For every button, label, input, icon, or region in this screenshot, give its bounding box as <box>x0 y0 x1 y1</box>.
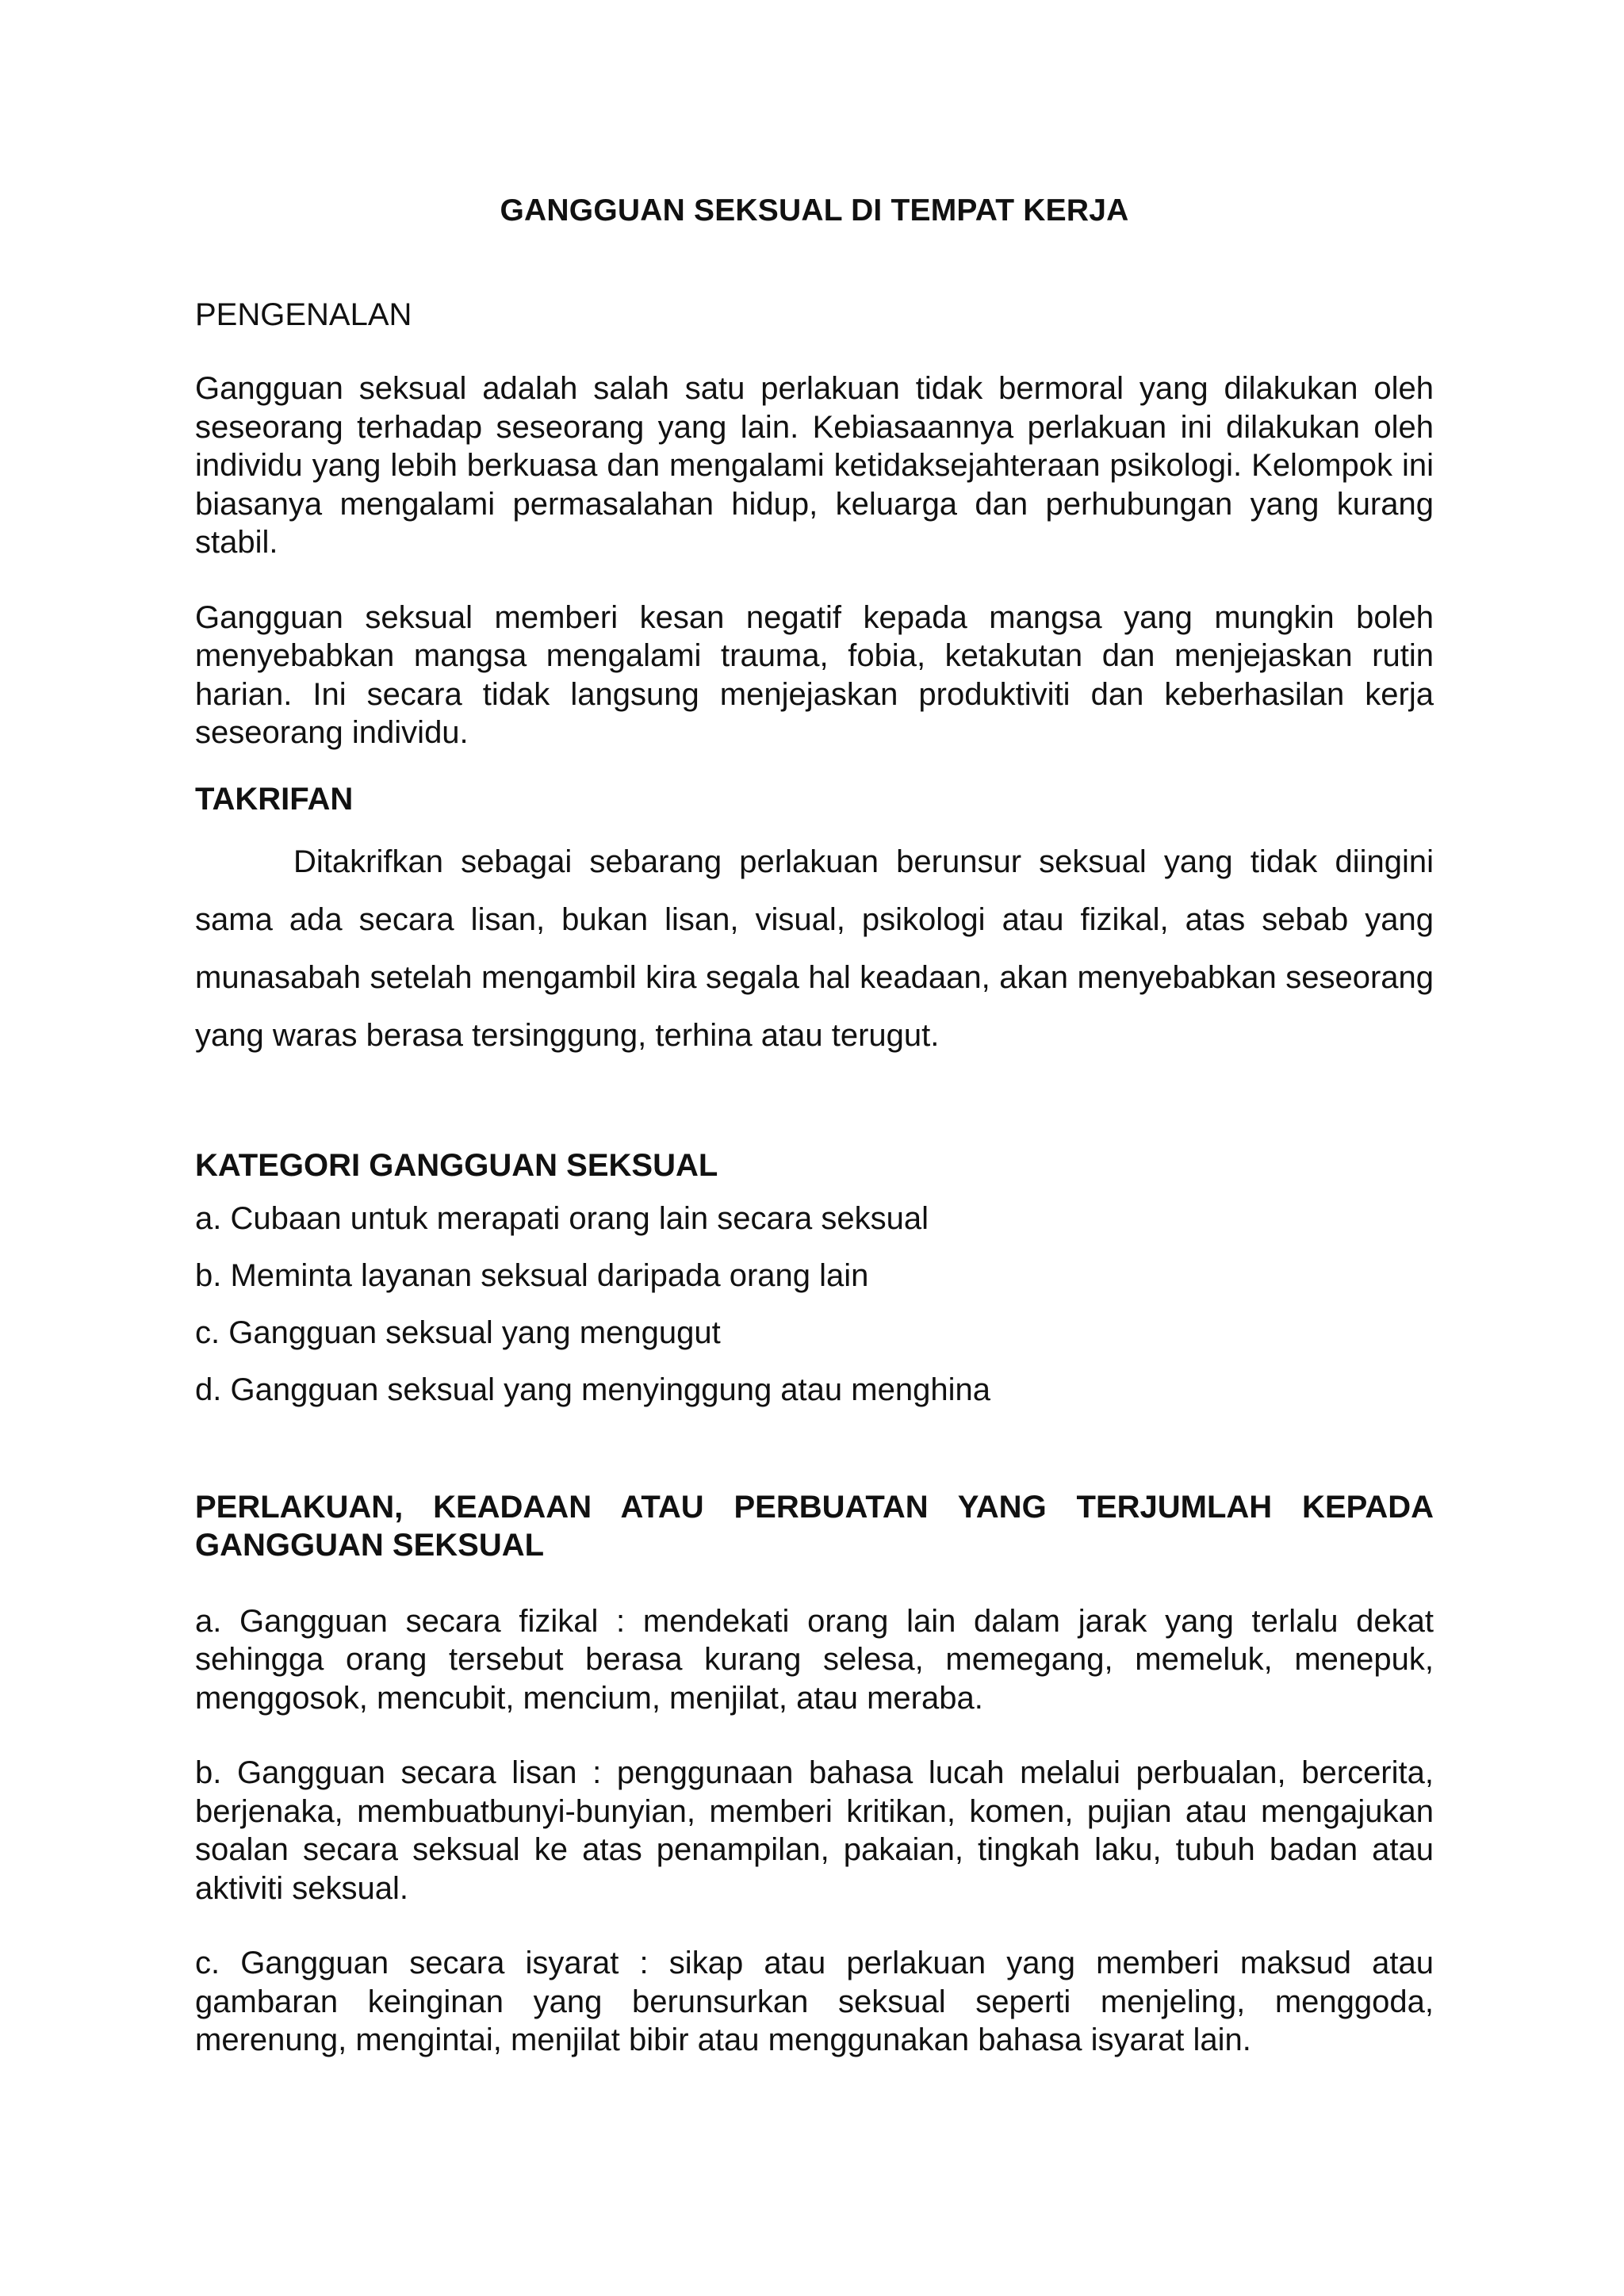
conduct-item-a: a. Gangguan secara fizikal : mendekati orang lain dalam jarak yang terlalu dekat sehingga orang tersebut berasa kurang selesa, memegang, memeluk, menepuk, menggosok, mencubit, mencium, menjilat, atau meraba. <box>195 1603 1434 1716</box>
categories-list <box>195 1190 1434 1418</box>
conduct-heading: PERLAKUAN, KEADAAN ATAU PERBUATAN YANG TERJUMLAH KEPADA GANGGUAN SEKSUAL <box>195 1489 1434 1563</box>
intro-heading: PENGENALAN <box>195 297 412 332</box>
document-content <box>195 190 1434 2096</box>
category-item: b. Meminta layanan seksual daripada orang lain <box>195 1257 869 1293</box>
category-item: d. Gangguan seksual yang menyinggung atau menghina <box>195 1372 990 1407</box>
intro-paragraph-2: Gangguan seksual memberi kesan negatif kepada mangsa yang mungkin boleh menyebabkan mangsa mengalami trauma, fobia, ketakutan dan menjejaskan rutin harian. Ini secara tidak langsung menjejaskan produktiviti dan keberhasilan kerja seseorang individu. <box>195 599 1434 750</box>
definition-heading: TAKRIFAN <box>195 781 354 817</box>
intro-paragraph-1: Gangguan seksual adalah salah satu perlakuan tidak bermoral yang dilakukan oleh seseorang terhadap seseorang yang lain. Kebiasaannya perlakuan ini dilakukan oleh individu yang lebih berkuasa dan mengalami ketidaksejahteraan psikologi. Kelompok ini biasanya mengalami permasalahan hidup, keluarga dan perhubungan yang kurang stabil. <box>195 371 1434 560</box>
definition-paragraph: Ditakrifkan sebagai sebarang perlakuan berunsur seksual yang tidak diingini sama ada secara lisan, bukan lisan, visual, psikologi atau fizikal, atas sebab yang munasabah setelah mengambil kira segala hal keadaan, akan menyebabkan seseorang yang waras berasa tersinggung, terhina atau terugut. <box>195 844 1434 1053</box>
conduct-item-b: b. Gangguan secara lisan : penggunaan bahasa lucah melalui perbualan, bercerita, berjenaka, membuatbunyi-bunyian, memberi kritikan, komen, pujian atau mengajukan soalan secara seksual ke atas penampilan, pakaian, tingkah laku, tubuh badan atau aktiviti seksual. <box>195 1755 1434 1906</box>
conduct-item-c: c. Gangguan secara isyarat : sikap atau perlakuan yang memberi maksud atau gambaran keinginan yang berunsurkan seksual seperti menjeling, menggoda, merenung, mengintai, menjilat bibir atau menggunakan bahasa isyarat lain. <box>195 1946 1434 2057</box>
categories-heading: KATEGORI GANGGUAN SEKSUAL <box>195 1147 718 1183</box>
category-item: c. Gangguan seksual yang mengugut <box>195 1314 721 1350</box>
document-title: GANGGUAN SEKSUAL DI TEMPAT KERJA <box>500 193 1129 228</box>
category-item: a. Cubaan untuk merapati orang lain secara seksual <box>195 1200 929 1236</box>
